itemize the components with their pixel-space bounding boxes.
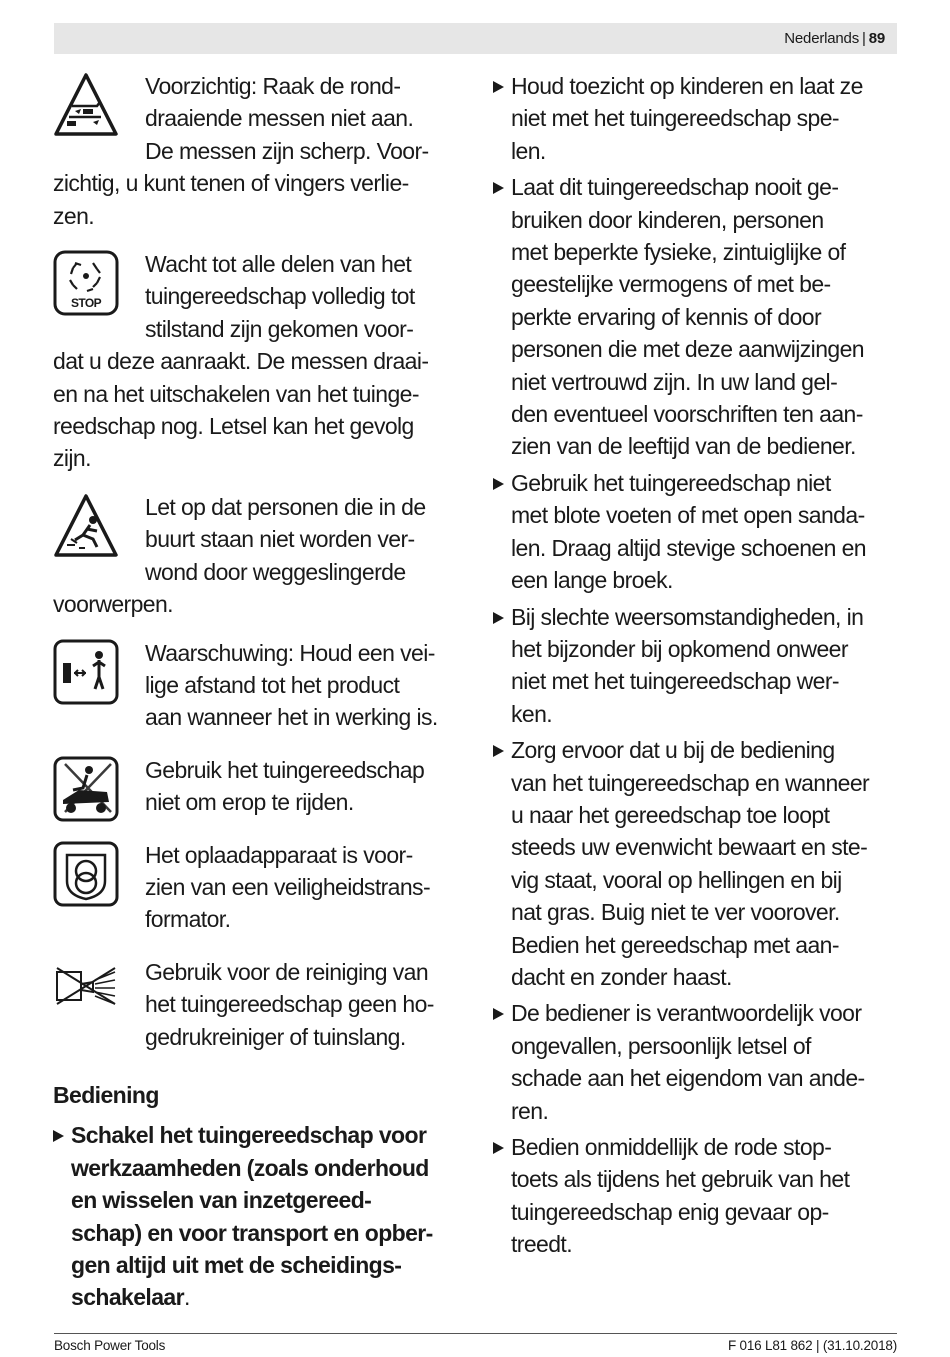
warning-line-3: gedrukreiniger of tuinslang. xyxy=(145,1023,406,1050)
bullet-line: Schakel het tuingereedschap voor xyxy=(71,1122,427,1149)
bullet-triangle-icon xyxy=(493,1142,504,1154)
bullet-line: een lange broek. xyxy=(511,567,673,594)
bullet-triangle-icon xyxy=(493,612,504,624)
warning-line-1: Wacht tot alle delen van het xyxy=(145,251,412,278)
bullet-triangle-icon xyxy=(53,1130,64,1142)
warning-line-2: niet om erop te rijden. xyxy=(145,789,354,816)
bullet-line: Gebruik het tuingereedschap niet xyxy=(511,469,831,496)
warning-line-5: en na het uitschakelen van het tuinge- xyxy=(53,380,419,407)
bullet-line: schade aan het eigendom van ande- xyxy=(511,1065,865,1092)
list-item xyxy=(493,734,897,993)
bullet-line: toets als tijdens het gebruik van het xyxy=(511,1166,850,1193)
left-column xyxy=(53,70,458,1318)
info-line-1: Het oplaadapparaat is voor- xyxy=(145,841,413,868)
warning-line-1: Gebruik voor de reiniging van xyxy=(145,958,429,985)
bullet-line: perkte ervaring of kennis of door xyxy=(511,303,822,330)
rotating-blades-warning-icon xyxy=(53,72,119,138)
bullet-line: bruiken door kinderen, personen xyxy=(511,206,824,233)
bullet-line: vig staat, vooral op hellingen en bij xyxy=(511,866,842,893)
bullet-line: niet vertrouwd zijn. In uw land gel- xyxy=(511,368,838,395)
bullet-line: Bij slechte weersomstandigheden, in xyxy=(511,603,864,630)
bullet-line: met beperkte fysieke, zintuiglijke of xyxy=(511,239,846,266)
page-number: 89 xyxy=(868,30,885,47)
warning-line-7: zijn. xyxy=(53,445,91,472)
bullet-line: u naar het gereedschap toe loopt xyxy=(511,801,830,828)
bullet-line: ken. xyxy=(511,700,553,727)
warning-safe-distance xyxy=(53,637,458,734)
warning-line-4: voorwerpen. xyxy=(53,591,173,618)
bullet-line: niet met het tuingereedschap spe- xyxy=(511,105,839,132)
bullet-line: tuingereedschap enig gevaar op- xyxy=(511,1198,829,1225)
warning-line-1: Gebruik het tuingereedschap xyxy=(145,756,425,783)
warning-wait-stop xyxy=(53,248,458,475)
warning-rotating-blades xyxy=(53,70,458,232)
bullet-line: treedt. xyxy=(511,1231,573,1258)
warning-no-pressure-washer xyxy=(53,956,458,1053)
safe-distance-icon xyxy=(53,639,119,705)
no-riding-icon xyxy=(53,756,119,822)
warning-thrown-objects xyxy=(53,491,458,621)
bullet-line: met blote voeten of met open sanda- xyxy=(511,502,865,529)
safety-transformer-icon xyxy=(53,841,119,907)
bullet-line: ongevallen, persoonlijk letsel of xyxy=(511,1032,811,1059)
stop-label: STOP xyxy=(70,296,102,311)
warning-line-1: Waarschuwing: Houd een vei- xyxy=(145,639,435,666)
bullet-triangle-icon xyxy=(493,478,504,490)
bullet-line: gen altijd uit met de scheidings- xyxy=(71,1252,402,1278)
info-line-3: formator. xyxy=(145,906,231,933)
list-item xyxy=(493,467,897,597)
warning-line-1: Voorzichtig: Raak de rond- xyxy=(145,73,401,99)
bullet-line: geestelijke vermogens of met be- xyxy=(511,271,831,298)
warning-no-riding xyxy=(53,754,458,819)
warning-line-4: dat u deze aanraakt. De messen draai- xyxy=(53,348,429,375)
bullet-triangle-icon xyxy=(493,745,504,757)
thrown-objects-warning-icon xyxy=(53,493,119,559)
header-text xyxy=(784,30,885,47)
warning-line-2: tuingereedschap volledig tot xyxy=(145,283,415,310)
bullet-line: dacht en zonder haast. xyxy=(511,963,732,990)
bullet-triangle-icon xyxy=(493,1008,504,1020)
bullet-line: personen die met deze aanwijzingen xyxy=(511,336,864,363)
warning-line-2: het tuingereedschap geen ho- xyxy=(145,991,434,1018)
info-line-2: zien van een veiligheidstrans- xyxy=(145,873,431,900)
footer-brand: Bosch Power Tools xyxy=(54,1338,166,1353)
section-heading: Bediening xyxy=(53,1081,159,1108)
header-language: Nederlands xyxy=(784,30,859,47)
bullet-line: nat gras. Buig niet te ver voorover. xyxy=(511,899,840,926)
warning-line-3: stilstand zijn gekomen voor- xyxy=(145,315,414,342)
list-item xyxy=(493,171,897,463)
warning-line-4: zichtig, u kunt tenen of vingers verlie- xyxy=(53,170,409,197)
bullet-line: Zorg ervoor dat u bij de bediening xyxy=(511,737,835,764)
list-item xyxy=(493,997,897,1127)
warning-line-6: reedschap nog. Letsel kan het gevolg xyxy=(53,413,414,440)
warning-line-3: wond door weggeslingerde xyxy=(145,558,406,585)
bullet-line: ren. xyxy=(511,1097,549,1124)
bullet-line: schap) en voor transport en opber- xyxy=(71,1219,433,1246)
info-safety-transformer xyxy=(53,839,458,936)
bullet-line: het bijzonder bij opkomend onweer xyxy=(511,635,848,662)
bullet-triangle-icon xyxy=(493,81,504,93)
page-header xyxy=(54,23,897,54)
bullet-line: Bedien het gereedschap met aan- xyxy=(511,931,839,958)
list-item xyxy=(493,601,897,731)
bullet-line: Laat dit tuingereedschap nooit ge- xyxy=(511,174,839,201)
warning-line-3: aan wanneer het in werking is. xyxy=(145,704,438,731)
warning-line-1: Let op dat personen die in de xyxy=(145,493,426,520)
warning-line-2: draaiende messen niet aan. xyxy=(145,105,414,132)
warning-line-3: De messen zijn scherp. Voor- xyxy=(145,137,429,164)
bullet-line: len. Draag altijd stevige schoenen en xyxy=(511,534,866,561)
list-item xyxy=(53,1119,458,1313)
footer-divider xyxy=(54,1333,897,1334)
no-pressure-washer-icon xyxy=(53,958,119,1024)
bullet-line: van het tuingereedschap en wanneer xyxy=(511,769,870,796)
bullet-line: Bedien onmiddellijk de rode stop- xyxy=(511,1134,832,1160)
warning-line-2: lige afstand tot het product xyxy=(145,671,400,698)
header-separator: | xyxy=(862,30,866,47)
bullet-line: steeds uw evenwicht bewaart en ste- xyxy=(511,834,868,861)
warning-line-2: buurt staan niet worden ver- xyxy=(145,526,415,553)
bullet-triangle-icon xyxy=(493,182,504,194)
bullet-line: niet met het tuingereedschap wer- xyxy=(511,668,839,695)
list-item xyxy=(493,1131,897,1261)
bullet-line: den eventueel voorschriften ten aan- xyxy=(511,401,863,428)
list-item xyxy=(493,70,897,167)
bullet-line: en wisselen van inzetgereed- xyxy=(71,1187,372,1214)
bullet-line: schakelaar xyxy=(71,1284,184,1311)
warning-line-5: zen. xyxy=(53,202,95,229)
bullet-line: len. xyxy=(511,137,546,164)
bullet-line: zien van de leeftijd van de bediener. xyxy=(511,433,856,460)
bullet-line: werkzaamheden (zoals onderhoud xyxy=(71,1154,429,1181)
stop-wait-icon xyxy=(53,250,119,316)
bullet-line: Houd toezicht op kinderen en laat ze xyxy=(511,73,863,99)
footer-document-number: F 016 L81 862 | (31.10.2018) xyxy=(727,1338,897,1353)
bullet-line: De bediener is verantwoordelijk voor xyxy=(511,1000,862,1027)
bullet-tail: . xyxy=(183,1284,190,1311)
right-column xyxy=(493,70,897,1265)
